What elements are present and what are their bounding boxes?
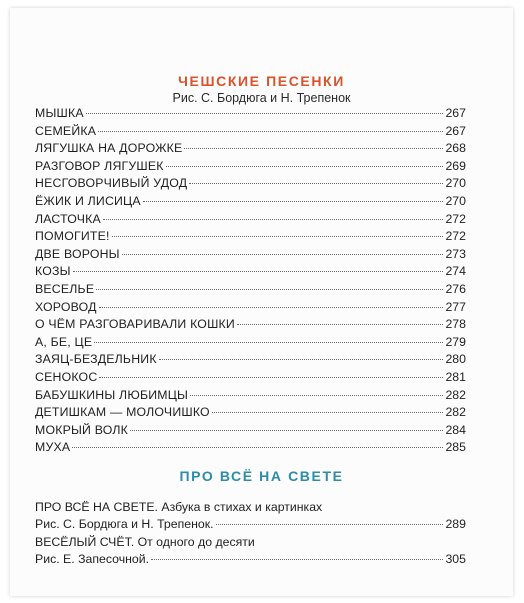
toc-entry-title: А, БЕ, ЦЕ (35, 334, 93, 349)
toc-entry-page: 272 (445, 229, 466, 244)
toc-entry-title: МОКРЫЙ ВОЛК (35, 422, 128, 437)
toc-entry (35, 228, 466, 246)
toc-entry-title-caps: ПРО ВСЁ НА СВЕТЕ (35, 500, 155, 514)
toc-entry-page: 272 (445, 211, 466, 226)
dot-leader (94, 342, 443, 343)
toc-entry (35, 263, 466, 281)
book-page (10, 8, 513, 596)
toc-entry-page: 273 (445, 246, 466, 261)
toc-entry-title: ДВЕ ВОРОНЫ (35, 246, 120, 261)
section-title-czech-songs: ЧЕШСКИЕ ПЕСЕНКИ (178, 73, 345, 89)
toc-entry (35, 105, 466, 123)
toc-entry-credit-row (35, 551, 466, 568)
toc-entry (35, 404, 466, 422)
toc-entry-title: МУХА (35, 440, 71, 455)
dot-leader (130, 430, 444, 431)
toc-entry-page: 284 (445, 422, 466, 437)
toc-entry-page: 281 (445, 369, 466, 384)
toc-entry-title: ЛАСТОЧКА (35, 211, 101, 226)
toc-entry-heading (35, 534, 466, 551)
toc-entry-title-rest: . Азбука в стихах и картинках (154, 500, 323, 514)
toc-entry-page: 269 (445, 158, 466, 173)
toc-entry-page: 268 (445, 141, 466, 156)
toc-entry-page: 277 (445, 299, 466, 314)
toc-entry (35, 422, 466, 440)
toc-entry-title-caps: ВЕСЁЛЫЙ СЧЁТ (35, 535, 131, 549)
toc-entry (35, 316, 466, 334)
dot-leader (189, 183, 443, 184)
toc-entry (35, 123, 466, 141)
dot-leader (184, 148, 443, 149)
toc-entry (35, 211, 466, 229)
dot-leader (190, 395, 443, 396)
dot-leader (122, 254, 444, 255)
toc-entry-page: 278 (445, 317, 466, 332)
toc-entry-credit: Рис. С. Бордюга и Н. Трепенок. (35, 517, 214, 531)
toc-entry-page: 285 (445, 440, 466, 455)
toc-entry-title: НЕСГОВОРЧИВЫЙ УДОД (35, 176, 188, 191)
dot-leader (112, 236, 444, 237)
toc-entry-page: 270 (445, 193, 466, 208)
toc-entry-credit-row (35, 516, 466, 533)
toc-entry (35, 281, 466, 299)
dot-leader (166, 166, 444, 167)
toc-entry (35, 351, 466, 369)
toc-entry (35, 387, 466, 405)
toc-entry (35, 369, 466, 387)
dot-leader (212, 412, 444, 413)
dot-leader (73, 271, 444, 272)
section-illustrators: Рис. С. Бордюга и Н. Трепенок (172, 91, 351, 105)
dot-leader (151, 559, 443, 560)
toc-entry-page: 279 (445, 334, 466, 349)
dot-leader (159, 359, 444, 360)
toc-entry-page: 282 (445, 387, 466, 402)
section-title-about-everything: ПРО ВСЁ НА СВЕТЕ (179, 468, 344, 484)
toc-entry-page: 267 (445, 123, 466, 138)
toc-entry-block (35, 534, 466, 568)
toc-entry-page: 274 (445, 264, 466, 279)
toc-entry-heading (35, 499, 466, 516)
dot-leader (86, 113, 444, 114)
toc-entry-page: 267 (445, 106, 466, 120)
toc-entry-title: ЛЯГУШКА НА ДОРОЖКЕ (35, 141, 183, 156)
toc-entry-title: СЕМЕЙКА (35, 123, 97, 138)
toc-entry-title: РАЗГОВОР ЛЯГУШЕК (35, 158, 164, 173)
toc-entry-title: БАБУШКИНЫ ЛЮБИМЦЫ (35, 387, 189, 402)
toc-entry-page: 282 (445, 405, 466, 420)
toc-entry-title: ЗАЯЦ-БЕЗДЕЛЬНИК (35, 352, 157, 367)
toc-entry-page: 276 (445, 281, 466, 296)
toc-entry (35, 193, 466, 211)
toc-entry-block (35, 499, 466, 533)
dot-leader (103, 219, 444, 220)
dot-leader (98, 131, 443, 132)
toc-entry (35, 246, 466, 264)
dot-leader (237, 324, 444, 325)
dot-leader (72, 447, 443, 448)
toc-entry-title: О ЧЁМ РАЗГОВАРИВАЛИ КОШКИ (35, 317, 235, 332)
toc-entry-title: ХОРОВОД (35, 299, 97, 314)
toc-entry (35, 439, 466, 457)
dot-leader (99, 377, 443, 378)
dot-leader (216, 524, 444, 525)
toc-entry-page: 305 (445, 552, 466, 566)
toc-entry-title-rest: . От одного до десяти (130, 535, 255, 549)
toc-entry-title: МЫШКА (35, 106, 84, 120)
dot-leader (143, 201, 444, 202)
toc-entry-title: ЁЖИК И ЛИСИЦА (35, 193, 141, 208)
toc-list-czech-songs (35, 105, 466, 457)
toc-entry-title: ПОМОГИТЕ! (35, 229, 110, 244)
toc-entry-title: СЕНОКОС (35, 369, 98, 384)
toc-entry (35, 158, 466, 176)
toc-entry-title: КОЗЫ (35, 264, 71, 279)
toc-entry-page: 289 (445, 517, 466, 531)
toc-entry (35, 334, 466, 352)
toc-entry-page: 270 (445, 176, 466, 191)
toc-entry-title: ВЕСЕЛЬЕ (35, 281, 95, 296)
dot-leader (96, 289, 443, 290)
toc-entry-title: ДЕТИШКАМ — МОЛОЧИШКО (35, 405, 210, 420)
toc-entry (35, 175, 466, 193)
toc-entry-page: 280 (445, 352, 466, 367)
dot-leader (99, 307, 444, 308)
toc-entry-credit: Рис. Е. Запесочной. (35, 552, 150, 566)
toc-entry (35, 299, 466, 317)
toc-entry (35, 140, 466, 158)
